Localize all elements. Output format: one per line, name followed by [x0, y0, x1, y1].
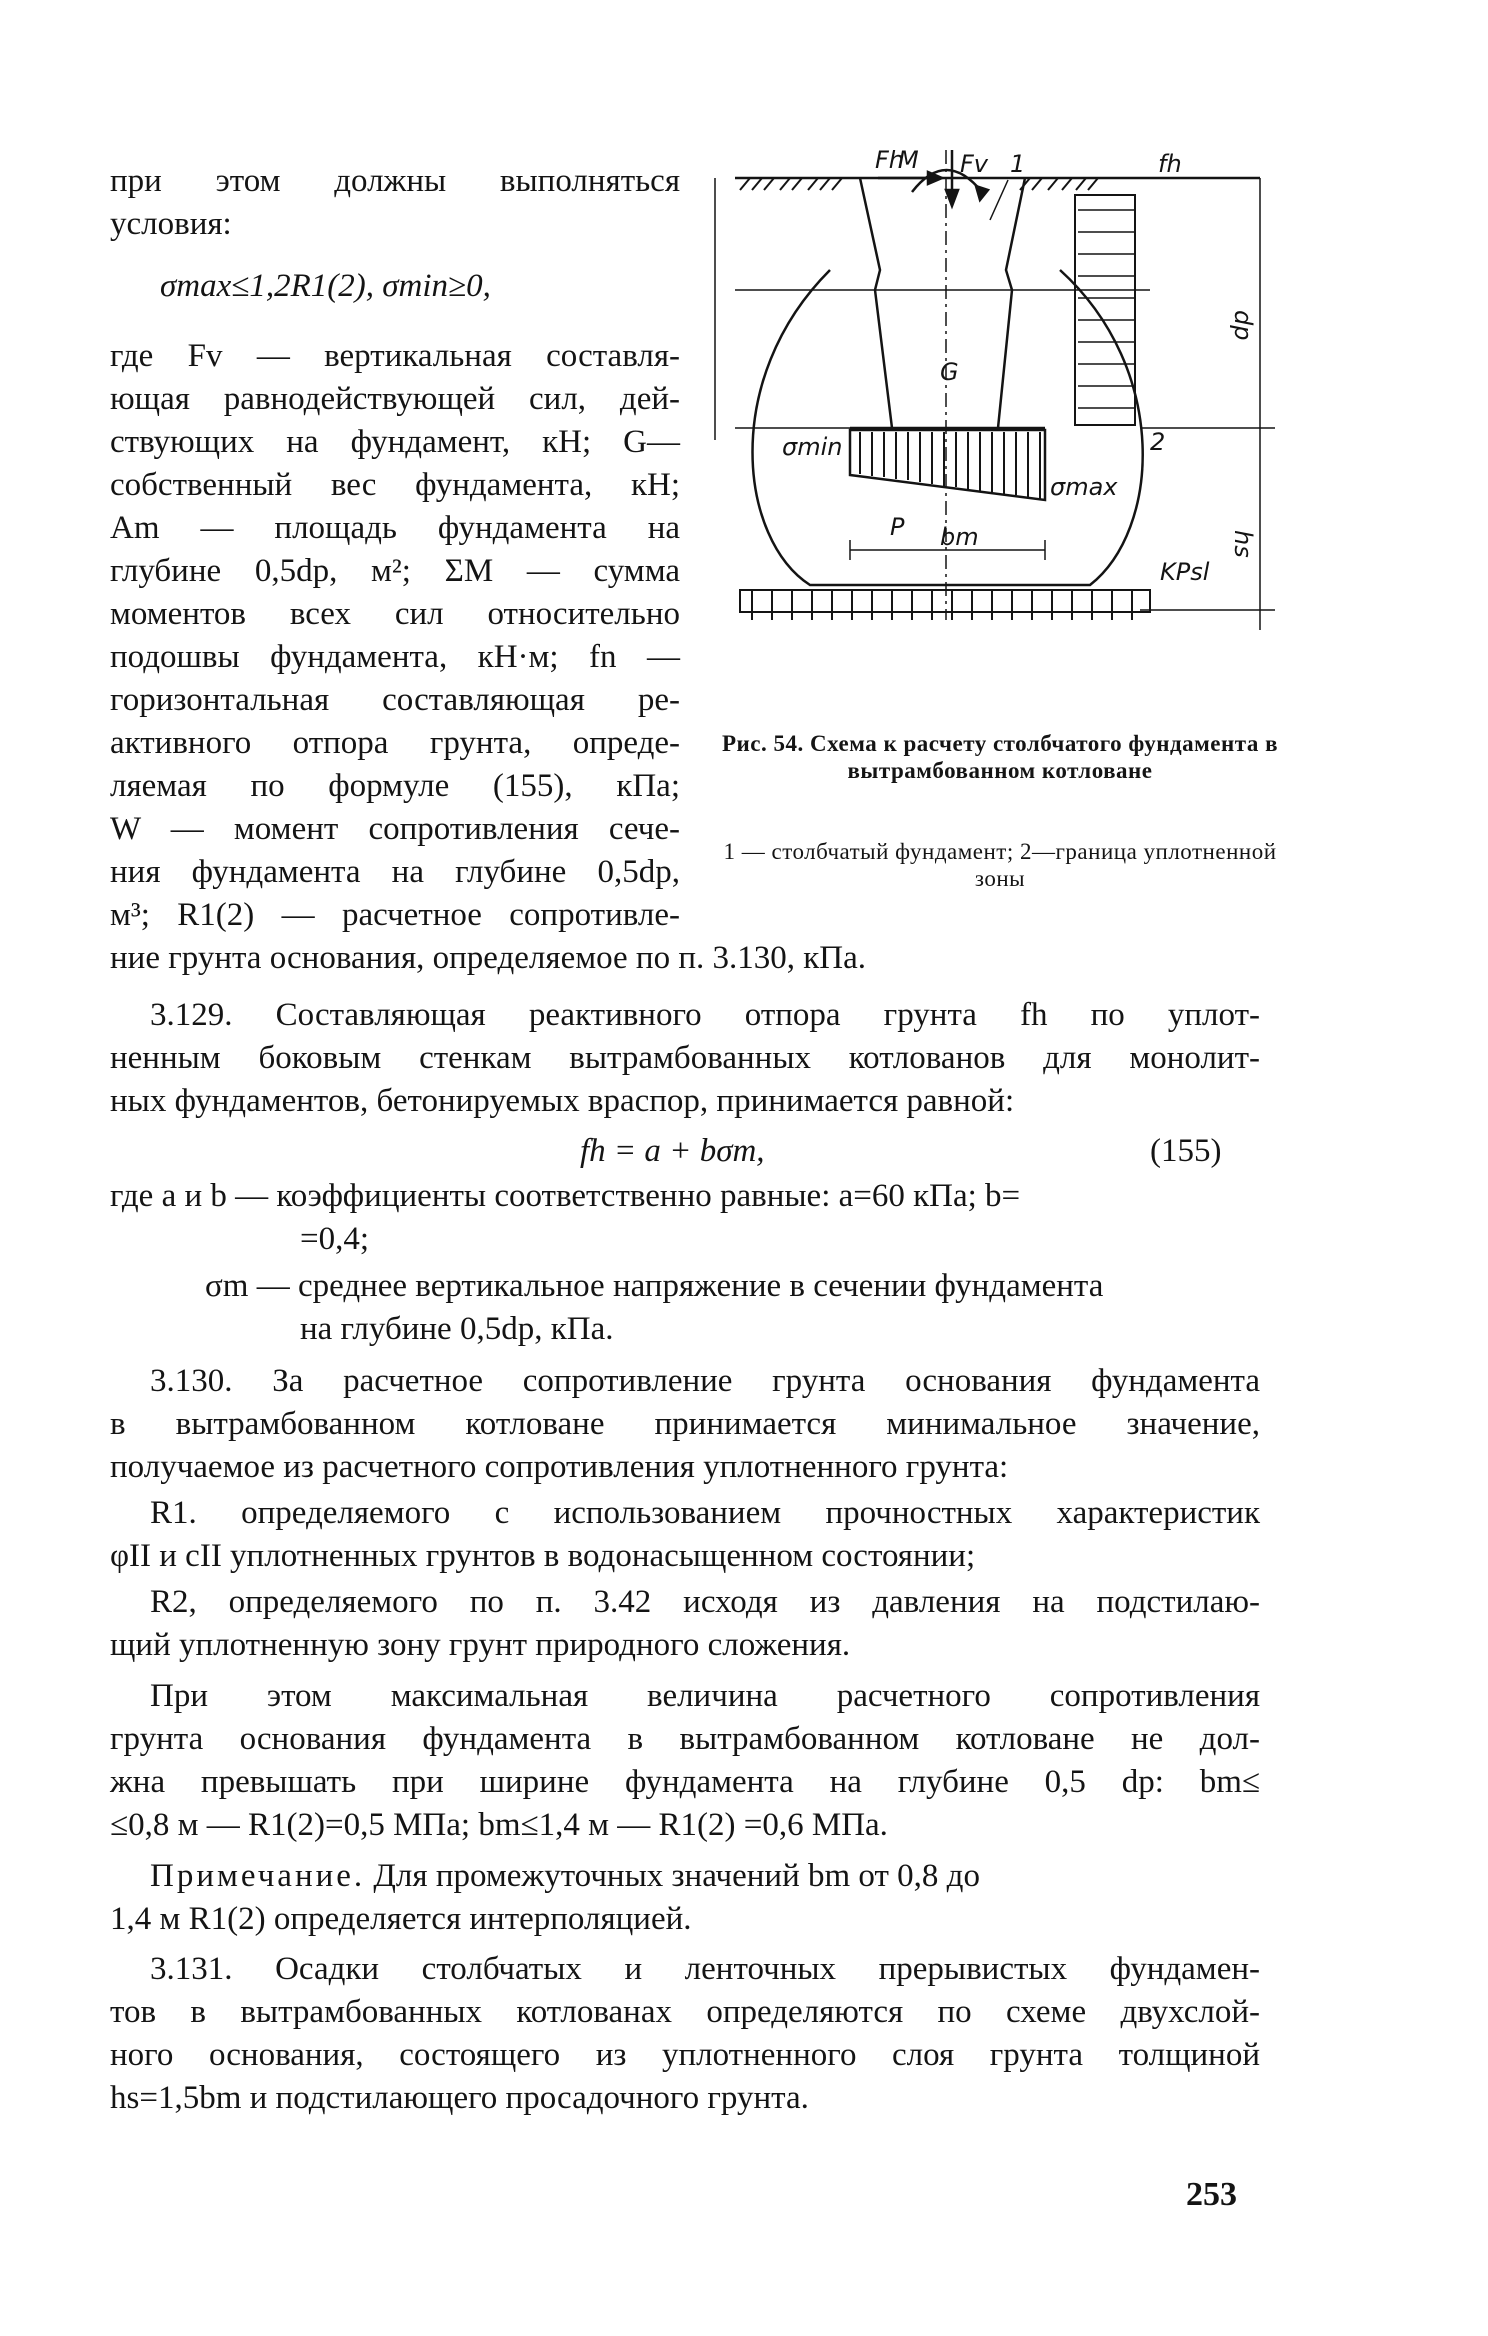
paragraph-line: R2, определяемого по п. 3.42 исходя из давления на подстилаю-: [150, 1584, 1260, 1620]
note-heading: Примечание.: [150, 1858, 366, 1894]
lateral-pressure-block: [1075, 195, 1135, 425]
paragraph-line: ненным боковым стенкам вытрамбованных котлованов для монолит-: [110, 1040, 1260, 1076]
text-line: где Fv — вертикальная составля-: [110, 338, 680, 374]
paragraph-line: 3.131. Осадки столбчатых и ленточных прерывистых фундамен-: [150, 1951, 1260, 1987]
paragraph-line: грунта основания фундамента в вытрамбованном котловане не дол-: [110, 1721, 1260, 1757]
paragraph-line: φII и cII уплотненных грунтов в водонасыщенном состоянии;: [110, 1538, 976, 1574]
note-text: Для промежуточных значений bm от 0,8 до: [373, 1858, 980, 1894]
text-line: активного отпора грунта, опреде-: [110, 725, 680, 761]
label-fh-lateral: fh: [1158, 150, 1182, 178]
page-number: 253: [1186, 2176, 1237, 2213]
paragraph-line: ного основания, состоящего из уплотненного слоя грунта толщиной: [110, 2037, 1260, 2073]
text-line: ляемая по формуле (155), кПа;: [110, 768, 680, 804]
label-hs: hs: [1229, 530, 1257, 558]
definition-line: =0,4;: [300, 1221, 370, 1257]
text-line: ющая равнодействующей сил, дей-: [110, 381, 680, 417]
definition-line: σm — среднее вертикальное напряжение в сечении фундамента: [205, 1268, 1104, 1304]
paragraph-line: 3.129. Составляющая реактивного отпора грунта fh по уплот-: [150, 997, 1260, 1033]
label-sigma-max: σmax: [1050, 473, 1118, 501]
note-line: 1,4 м R1(2) определяется интерполяцией.: [110, 1901, 692, 1937]
text-line: ствующих на фундамент, кН; G—: [110, 424, 680, 460]
paragraph-line: 3.130. За расчетное сопротивление грунта основания фундамента: [150, 1363, 1260, 1399]
label-kpsl: KPsl: [1160, 558, 1210, 586]
figure-legend: 1 — столбчатый фундамент; 2—граница уплотненной зоны: [723, 839, 1277, 891]
text-line: м³; R1(2) — расчетное сопротивле-: [110, 897, 680, 933]
condition-formula: σmax≤1,2R1(2), σmin≥0,: [160, 268, 491, 304]
text-line: Am — площадь фундамента на: [110, 510, 680, 546]
text-line: собственный вес фундамента, кН;: [110, 467, 680, 503]
lateral-pressure-arrows: [1078, 210, 1135, 408]
label-2: 2: [1150, 428, 1166, 456]
paragraph-line: При этом максимальная величина расчетного сопротивления: [150, 1678, 1260, 1714]
text-line: ние грунта основания, определяемое по п. 3.130, кПа.: [110, 940, 866, 976]
fv-arrowhead: [946, 190, 958, 206]
formula-155: fh = a + bσm,: [580, 1133, 765, 1169]
figure-caption: Рис. 54. Схема к расчету столбчатого фундамента в вытрамбованном котловане: [721, 731, 1278, 783]
label-g: G: [940, 358, 959, 386]
text-line: горизонтальная составляющая ре-: [110, 682, 680, 718]
paragraph-line: ных фундаментов, бетонируемых враспор, принимается равной:: [110, 1083, 1015, 1119]
text-line: ния фундамента на глубине 0,5dp,: [110, 854, 680, 890]
paragraph-line: получаемое из расчетного сопротивления уплотненного грунта:: [110, 1449, 1009, 1485]
label-sigma-min: σmin: [782, 433, 843, 461]
paragraph-line: в вытрамбованном котловане принимается минимальное значение,: [110, 1406, 1260, 1442]
paragraph-line: жна превышать при ширине фундамента на глубине 0,5 dp: bm≤: [110, 1764, 1260, 1800]
text-line: при этом должны выполняться: [110, 163, 680, 199]
foundation-diagram: [700, 150, 1290, 710]
text-line: условия:: [110, 206, 232, 242]
moment-arrowhead: [976, 186, 988, 200]
paragraph-line: R1. определяемого с использованием прочностных характеристик: [150, 1495, 1260, 1531]
label-fv: Fv: [960, 150, 989, 178]
subsoil-pressure-strip: [740, 590, 1150, 612]
foundation-right-wall: [998, 178, 1025, 428]
label-m: M: [898, 150, 919, 174]
paragraph-line: hs=1,5bm и подстилающего просадочного грунта.: [110, 2080, 809, 2116]
definition-line: где a и b — коэффициенты соответственно равные: a=60 кПа; b=: [110, 1178, 1021, 1214]
definition-line: на глубине 0,5dp, кПа.: [300, 1311, 614, 1347]
paragraph-line: ≤0,8 м — R1(2)=0,5 МПа; bm≤1,4 м — R1(2) =0,6 МПа.: [110, 1807, 888, 1843]
formula-number: (155): [1150, 1133, 1222, 1169]
text-line: моментов всех сил относительно: [110, 596, 680, 632]
label-1: 1: [1010, 150, 1026, 178]
label-p: P: [890, 513, 905, 541]
text-line: подошвы фундамента, кН·м; fn —: [110, 639, 680, 675]
leader-1: [990, 180, 1008, 220]
paragraph-line: щий уплотненную зону грунт природного сложения.: [110, 1627, 851, 1663]
label-bm: bm: [940, 523, 979, 551]
label-fh: Fh: [875, 150, 905, 174]
paragraph-line: тов в вытрамбованных котлованах определяются по схеме двухслой-: [110, 1994, 1260, 2030]
foundation-left-wall: [860, 178, 892, 428]
label-dp: dp: [1229, 310, 1257, 341]
subsoil-pressure-arrows: [752, 590, 1132, 620]
note-line: [150, 1855, 980, 1898]
text-line: W — момент сопротивления сече-: [110, 811, 680, 847]
fh-arrowhead: [928, 172, 942, 184]
text-line: глубине 0,5dp, м²; ΣM — сумма: [110, 553, 680, 589]
